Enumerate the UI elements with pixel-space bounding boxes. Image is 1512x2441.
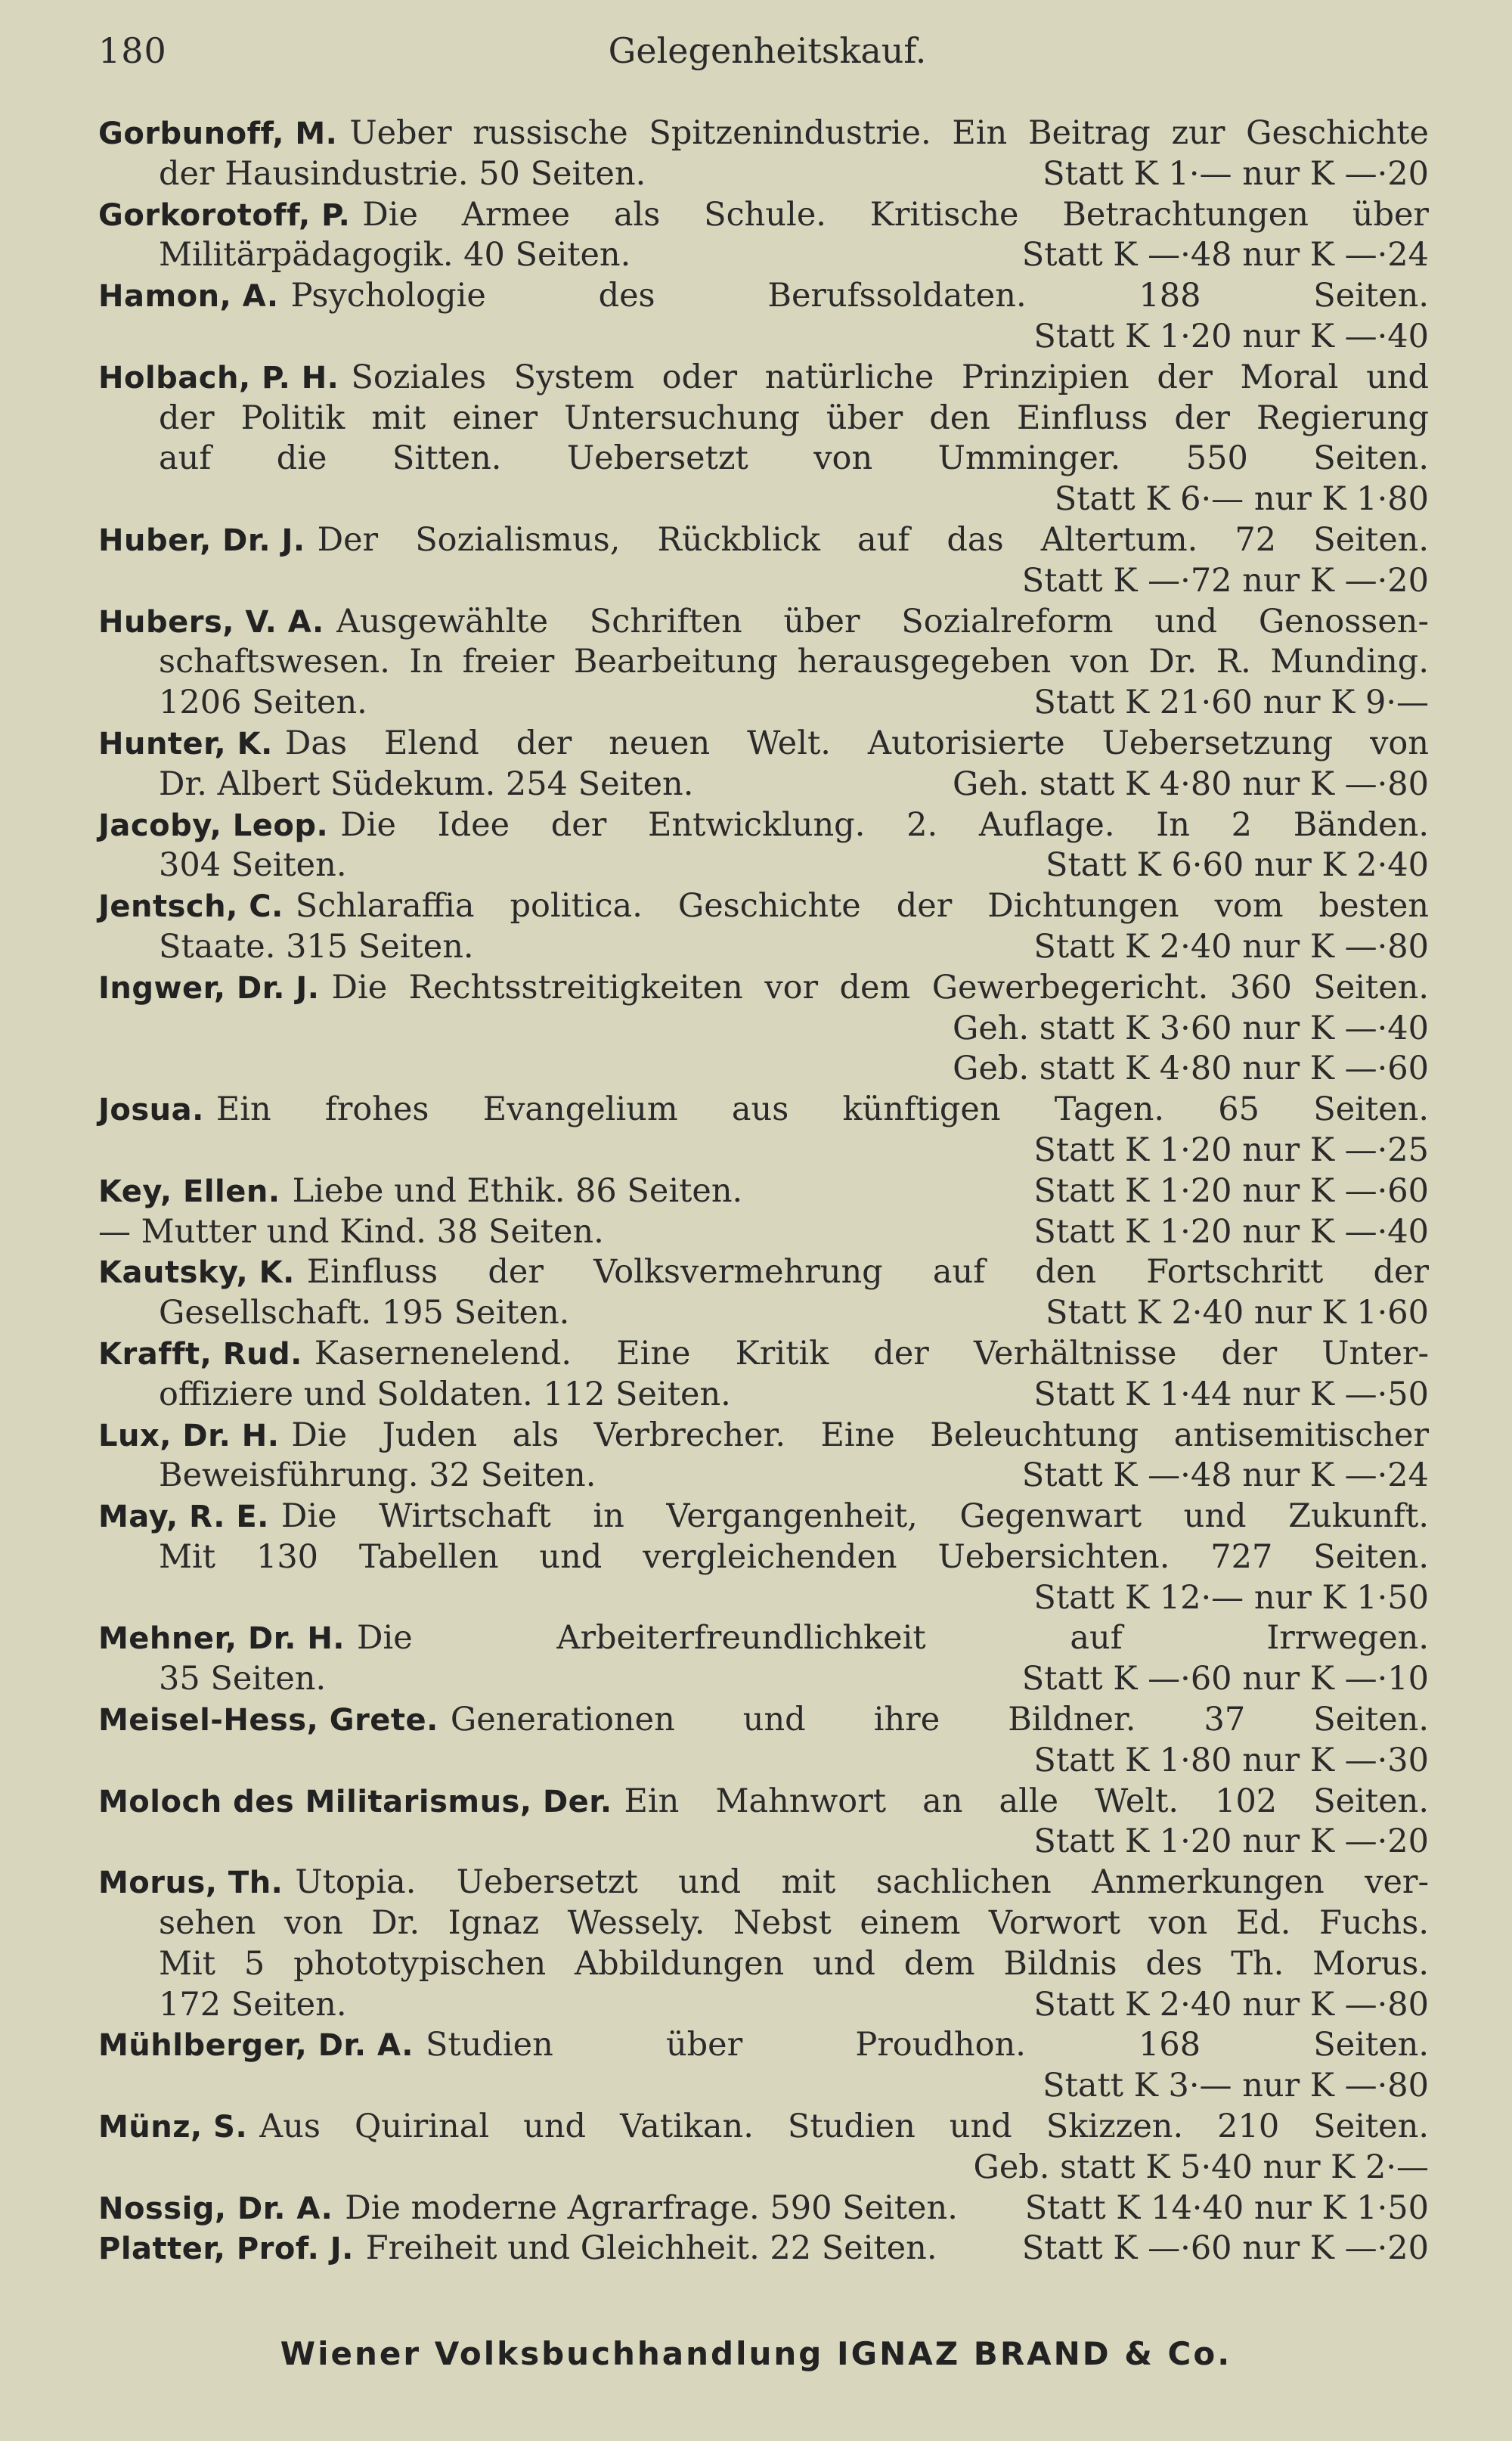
entry-line — [98, 235, 1429, 276]
price-offer: Statt K —·60 nur K —·10 — [1021, 1660, 1429, 1698]
author-name: Josua. — [98, 1093, 204, 1128]
price-offer: Statt K 2·40 nur K —·80 — [1033, 1985, 1429, 2024]
page-number: 180 — [98, 30, 167, 71]
author-name: Mehner, Dr. H. — [98, 1621, 345, 1657]
price-offer: Statt K —·72 nur K —·20 — [1021, 561, 1429, 600]
book-entry — [98, 2229, 1429, 2269]
price-offer: Statt K 1·— nur K —·20 — [1043, 154, 1429, 193]
entry-line — [98, 1578, 1429, 1619]
entry-line — [98, 154, 1429, 195]
entry-text: Kasernenelend. Eine Kritik der Verhältnisse der Unter- — [314, 1334, 1429, 1372]
entry-text: schaftswesen. In freier Bearbeitung herausgegeben von Dr. R. Munding. — [159, 643, 1429, 681]
author-name: Hamon, A. — [98, 279, 279, 315]
price-offer: Statt K 3·— nur K —·80 — [1043, 2067, 1429, 2105]
entry-line — [98, 439, 1429, 479]
entry-line — [98, 683, 1429, 724]
entry-text: Aus Quirinal und Vatikan. Studien und Skizzen. 210 Seiten. — [259, 2108, 1429, 2146]
author-name: Moloch des Militarismus, Der. — [98, 1784, 612, 1819]
book-entry — [98, 1252, 1429, 1334]
entry-text: 1206 Seiten. — [159, 684, 367, 722]
entry-line — [98, 2107, 1429, 2148]
entry-text: der Politik mit einer Untersuchung über den Einfluss der Regierung — [159, 399, 1429, 437]
entry-line — [98, 2148, 1429, 2188]
entry-line — [98, 1049, 1429, 1090]
entry-line — [98, 642, 1429, 683]
entry-text: Das Elend der neuen Welt. Autorisierte Uebersetzung von — [284, 724, 1429, 762]
entry-line — [98, 2229, 1429, 2269]
entry-line — [98, 1375, 1429, 1416]
price-offer: Geb. statt K 5·40 nur K 2·— — [973, 2148, 1429, 2186]
price-offer: Geh. statt K 3·60 nur K —·40 — [952, 1009, 1429, 1047]
entry-text: Freiheit und Gleichheit. 22 Seiten. — [365, 2229, 937, 2268]
entry-text: Liebe und Ethik. 86 Seiten. — [292, 1171, 743, 1210]
entry-line — [98, 1782, 1429, 1822]
price-offer: Statt K 14·40 nur K 1·50 — [1024, 2188, 1429, 2227]
book-entry — [98, 1782, 1429, 1863]
book-list — [98, 113, 1429, 2269]
entry-text: Ausgewählte Schriften über Sozialreform und Genossen- — [336, 602, 1429, 640]
entry-line — [98, 805, 1429, 846]
entry-line — [98, 1659, 1429, 1700]
entry-text: Die Wirtschaft in Vergangenheit, Gegenwart und Zukunft. — [280, 1497, 1429, 1536]
book-entry — [98, 1497, 1429, 1618]
entry-line — [98, 2066, 1429, 2107]
book-entry — [98, 520, 1429, 602]
price-offer: Statt K 6·60 nur K 2·40 — [1046, 846, 1429, 885]
book-entry — [98, 1334, 1429, 1416]
book-entry — [98, 1700, 1429, 1782]
entry-line — [98, 1985, 1429, 2026]
book-entry — [98, 1863, 1429, 2025]
author-name: Platter, Prof. J. — [98, 2232, 354, 2267]
entry-text: sehen von Dr. Ignaz Wessely. Nebst einem Vorwort von Ed. Fuchs. — [159, 1904, 1429, 1943]
entry-line — [98, 2188, 1429, 2229]
author-name: Key, Ellen. — [98, 1174, 280, 1209]
entry-line — [98, 479, 1429, 520]
price-offer: Statt K 1·20 nur K —·25 — [1033, 1131, 1429, 1169]
price-offer: Statt K 1·20 nur K —·20 — [1033, 1822, 1429, 1861]
author-name: Mühlberger, Dr. A. — [98, 2028, 414, 2064]
book-entry — [98, 1171, 1429, 1212]
price-offer: Statt K 1·20 nur K —·40 — [1033, 317, 1429, 355]
author-name: Lux, Dr. H. — [98, 1418, 280, 1453]
author-name: Ingwer, Dr. J. — [98, 970, 320, 1006]
entry-line — [98, 1618, 1429, 1659]
entry-line — [98, 2025, 1429, 2066]
entry-text: Soziales System oder natürliche Prinzipien der Moral und — [351, 358, 1429, 396]
entry-text: Studien über Proudhon. 168 Seiten. — [425, 2026, 1429, 2064]
book-entry — [98, 195, 1429, 277]
entry-line — [98, 845, 1429, 886]
entry-text: 172 Seiten. — [159, 1985, 347, 2024]
entry-text: Militärpädagogik. 40 Seiten. — [159, 236, 631, 274]
entry-line — [98, 317, 1429, 358]
entry-text: Gesellschaft. 195 Seiten. — [159, 1294, 570, 1332]
entry-line — [98, 968, 1429, 1009]
author-name: Morus, Th. — [98, 1866, 284, 1901]
entry-line — [98, 1863, 1429, 1903]
price-offer: Statt K 1·80 nur K —·30 — [1033, 1741, 1429, 1779]
entry-line — [98, 1456, 1429, 1497]
author-name: Jentsch, C. — [98, 889, 284, 925]
book-entry — [98, 1090, 1429, 1171]
author-name: Münz, S. — [98, 2110, 248, 2145]
running-title: Gelegenheitskauf. — [608, 30, 927, 71]
book-entry — [98, 358, 1429, 520]
entry-line — [98, 1293, 1429, 1334]
author-name: Gorbunoff, M. — [98, 116, 338, 151]
entry-line — [98, 1252, 1429, 1293]
entry-line — [98, 724, 1429, 765]
entry-text: — Mutter und Kind. 38 Seiten. — [98, 1212, 604, 1251]
author-name: Kautsky, K. — [98, 1255, 295, 1291]
entry-line — [98, 1537, 1429, 1578]
price-offer: Statt K 1·20 nur K —·40 — [1033, 1212, 1429, 1251]
author-name: Meisel-Hess, Grete. — [98, 1703, 438, 1738]
entry-text: Die moderne Agrarfrage. 590 Seiten. — [345, 2188, 958, 2227]
entry-line — [98, 765, 1429, 805]
entry-line — [98, 1944, 1429, 1985]
entry-text: Staate. 315 Seiten. — [159, 927, 474, 966]
entry-text: Die Arbeiterfreundlichkeit auf Irrwegen. — [357, 1619, 1429, 1658]
entry-text: Utopia. Uebersetzt und mit sachlichen Anmerkungen ver- — [295, 1863, 1429, 1902]
entry-text: Mit 5 phototypischen Abbildungen und dem Bildnis des Th. Morus. — [159, 1944, 1429, 1983]
entry-text: Die Armee als Schule. Kritische Betrachtungen über — [362, 195, 1429, 234]
entry-line — [98, 1090, 1429, 1131]
entry-line — [98, 520, 1429, 561]
entry-line — [98, 886, 1429, 927]
entry-text: 35 Seiten. — [159, 1660, 327, 1698]
book-entry — [98, 1618, 1429, 1700]
entry-line — [98, 602, 1429, 643]
price-offer: Statt K —·48 nur K —·24 — [1021, 1456, 1429, 1495]
entry-text: Die Rechtsstreitigkeiten vor dem Gewerbegericht. 360 Seiten. — [331, 968, 1429, 1006]
publisher-footer: Wiener Volksbuchhandlung IGNAZ BRAND & Co. — [280, 2335, 1232, 2372]
entry-text: Die Idee der Entwicklung. 2. Auflage. In 2 Bänden. — [340, 805, 1429, 844]
entry-text: Ein Mahnwort an alle Welt. 102 Seiten. — [624, 1782, 1429, 1820]
author-name: Hunter, K. — [98, 726, 273, 761]
entry-line — [98, 399, 1429, 439]
entry-line — [98, 927, 1429, 968]
author-name: May, R. E. — [98, 1500, 269, 1535]
entry-line — [98, 1903, 1429, 1944]
entry-line — [98, 1171, 1429, 1212]
entry-line — [98, 561, 1429, 602]
price-offer: Statt K 21·60 nur K 9·— — [1033, 684, 1429, 722]
book-entry — [98, 1416, 1429, 1497]
author-name: Gorkorotoff, P. — [98, 197, 351, 233]
entry-text: Schlaraffia politica. Geschichte der Dichtungen vom besten — [295, 887, 1429, 926]
entry-line — [98, 358, 1429, 399]
entry-text: offiziere und Soldaten. 112 Seiten. — [159, 1375, 731, 1413]
book-entry — [98, 2188, 1429, 2229]
entry-text: Ein frohes Evangelium aus künftigen Tagen. 65 Seiten. — [215, 1090, 1429, 1129]
entry-line — [98, 1741, 1429, 1782]
entry-line — [98, 1009, 1429, 1050]
price-offer: Statt K 1·20 nur K —·60 — [1033, 1171, 1429, 1210]
price-offer: Statt K 1·44 nur K —·50 — [1033, 1375, 1429, 1413]
entry-text: der Hausindustrie. 50 Seiten. — [159, 154, 646, 193]
price-offer: Statt K 12·— nur K 1·50 — [1033, 1578, 1429, 1617]
book-entry — [98, 1212, 1429, 1253]
price-offer: Statt K —·60 nur K —·20 — [1021, 2229, 1429, 2268]
entry-line — [98, 1497, 1429, 1537]
book-entry — [98, 602, 1429, 724]
entry-line — [98, 1700, 1429, 1741]
entry-text: Der Sozialismus, Rückblick auf das Altertum. 72 Seiten. — [317, 520, 1429, 559]
book-entry — [98, 968, 1429, 1090]
entry-text: Einfluss der Volksvermehrung auf den Fortschritt der — [306, 1253, 1429, 1292]
entry-text: Beweisführung. 32 Seiten. — [159, 1456, 596, 1495]
entry-text: Dr. Albert Südekum. 254 Seiten. — [159, 765, 694, 803]
author-name: Hubers, V. A. — [98, 604, 324, 640]
entry-text: 304 Seiten. — [159, 846, 347, 885]
price-offer: Statt K 6·— nur K 1·80 — [1054, 480, 1429, 519]
price-offer: Geh. statt K 4·80 nur K —·80 — [952, 765, 1429, 803]
price-offer: Statt K 2·40 nur K 1·60 — [1046, 1294, 1429, 1332]
entry-line — [98, 1212, 1429, 1253]
price-offer: Geb. statt K 4·80 nur K —·60 — [953, 1050, 1429, 1088]
book-entry — [98, 724, 1429, 805]
price-offer: Statt K 2·40 nur K —·80 — [1033, 927, 1429, 966]
entry-line — [98, 276, 1429, 317]
book-entry — [98, 805, 1429, 887]
book-entry — [98, 113, 1429, 195]
author-name: Huber, Dr. J. — [98, 523, 305, 558]
entry-line — [98, 195, 1429, 236]
entry-text: Psychologie des Berufssoldaten. 188 Seiten. — [290, 277, 1429, 315]
entry-text: Generationen und ihre Bildner. 37 Seiten. — [450, 1701, 1429, 1739]
author-name: Krafft, Rud. — [98, 1336, 302, 1372]
book-entry — [98, 2107, 1429, 2188]
entry-text: Mit 130 Tabellen und vergleichenden Uebersichten. 727 Seiten. — [159, 1537, 1429, 1576]
price-offer: Statt K —·48 nur K —·24 — [1021, 236, 1429, 274]
author-name: Holbach, P. H. — [98, 360, 339, 395]
entry-line — [98, 1334, 1429, 1375]
author-name: Jacoby, Leop. — [98, 808, 329, 843]
entry-text: auf die Sitten. Uebersetzt von Umminger. 550 Seiten. — [159, 439, 1429, 478]
entry-line — [98, 1416, 1429, 1456]
page-header — [98, 30, 1436, 83]
entry-line — [98, 113, 1429, 154]
author-name: Nossig, Dr. A. — [98, 2191, 333, 2226]
book-entry — [98, 276, 1429, 358]
entry-text: Die Juden als Verbrecher. Eine Beleuchtung antisemitischer — [291, 1416, 1429, 1454]
book-entry — [98, 2025, 1429, 2107]
book-entry — [98, 886, 1429, 968]
entry-line — [98, 1822, 1429, 1863]
entry-text: Ueber russische Spitzenindustrie. Ein Beitrag zur Geschichte — [349, 114, 1429, 152]
entry-line — [98, 1131, 1429, 1171]
